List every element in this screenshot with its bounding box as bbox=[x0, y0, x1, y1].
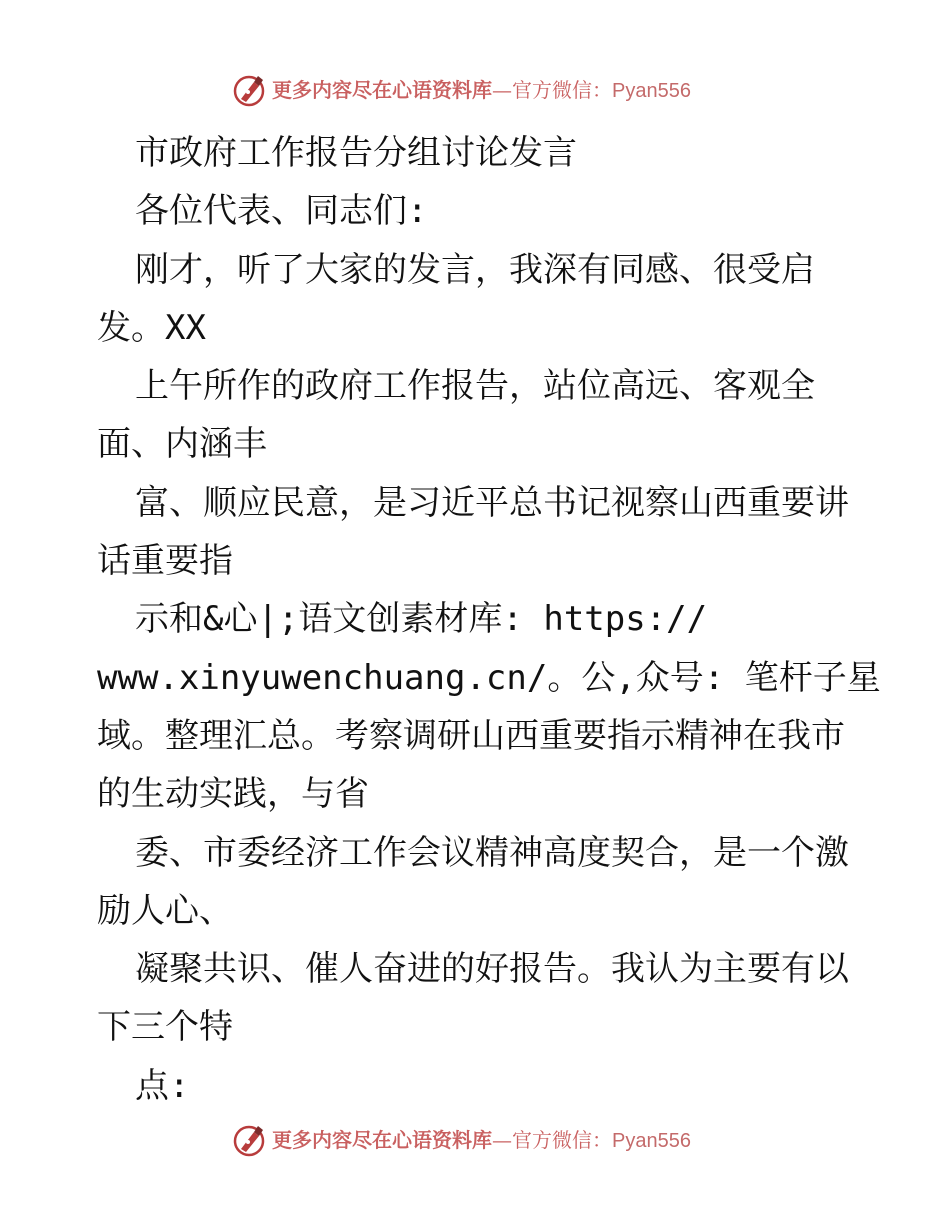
banner-wechat-id: Pyan556 bbox=[612, 80, 691, 102]
banner-wechat-id: Pyan556 bbox=[612, 1130, 691, 1152]
header-banner-text bbox=[272, 77, 691, 104]
header-banner bbox=[0, 70, 950, 110]
doc-line: 域。整理汇总。考察调研山西重要指示精神在我市 bbox=[97, 715, 845, 756]
footer-banner bbox=[0, 1120, 950, 1160]
doc-line: 刚才，听了大家的发言，我深有同感、很受启 bbox=[135, 249, 815, 290]
doc-line: 各位代表、同志们: bbox=[135, 191, 428, 232]
doc-line: 面、内涵丰 bbox=[97, 424, 267, 465]
doc-title: 市政府工作报告分组讨论发言 bbox=[135, 133, 577, 173]
document-body bbox=[97, 124, 881, 1115]
doc-line: 上午所作的政府工作报告，站位高远、客观全 bbox=[135, 366, 815, 407]
banner-separator: — bbox=[492, 78, 512, 102]
banner-main-text: 更多内容尽在心语资料库 bbox=[272, 1128, 492, 1152]
doc-line: 励人心、 bbox=[97, 890, 233, 931]
banner-separator: — bbox=[492, 1128, 512, 1152]
doc-line: 富、顺应民意，是习近平总书记视察山西重要讲 bbox=[135, 482, 849, 523]
doc-line: www.xinyuwenchuang.cn/。公,众号: 笔杆子星 bbox=[97, 657, 881, 698]
pen-logo-icon bbox=[232, 72, 268, 108]
doc-line: 示和&心|;语文创素材库: https:// bbox=[135, 599, 708, 640]
banner-main-text: 更多内容尽在心语资料库 bbox=[272, 78, 492, 102]
doc-line: 凝聚共识、催人奋进的好报告。我认为主要有以 bbox=[135, 949, 849, 990]
banner-label: 官方微信： bbox=[512, 78, 612, 102]
doc-line: 发。XX bbox=[97, 307, 206, 348]
doc-line: 的生动实践，与省 bbox=[97, 774, 369, 815]
pen-logo-icon bbox=[232, 1122, 268, 1158]
banner-label: 官方微信： bbox=[512, 1128, 612, 1152]
doc-line: 委、市委经济工作会议精神高度契合，是一个激 bbox=[135, 832, 849, 873]
doc-line: 下三个特 bbox=[97, 1007, 233, 1048]
doc-line: 点: bbox=[135, 1065, 190, 1106]
footer-banner-text bbox=[272, 1127, 691, 1154]
doc-line: 话重要指 bbox=[97, 541, 233, 582]
